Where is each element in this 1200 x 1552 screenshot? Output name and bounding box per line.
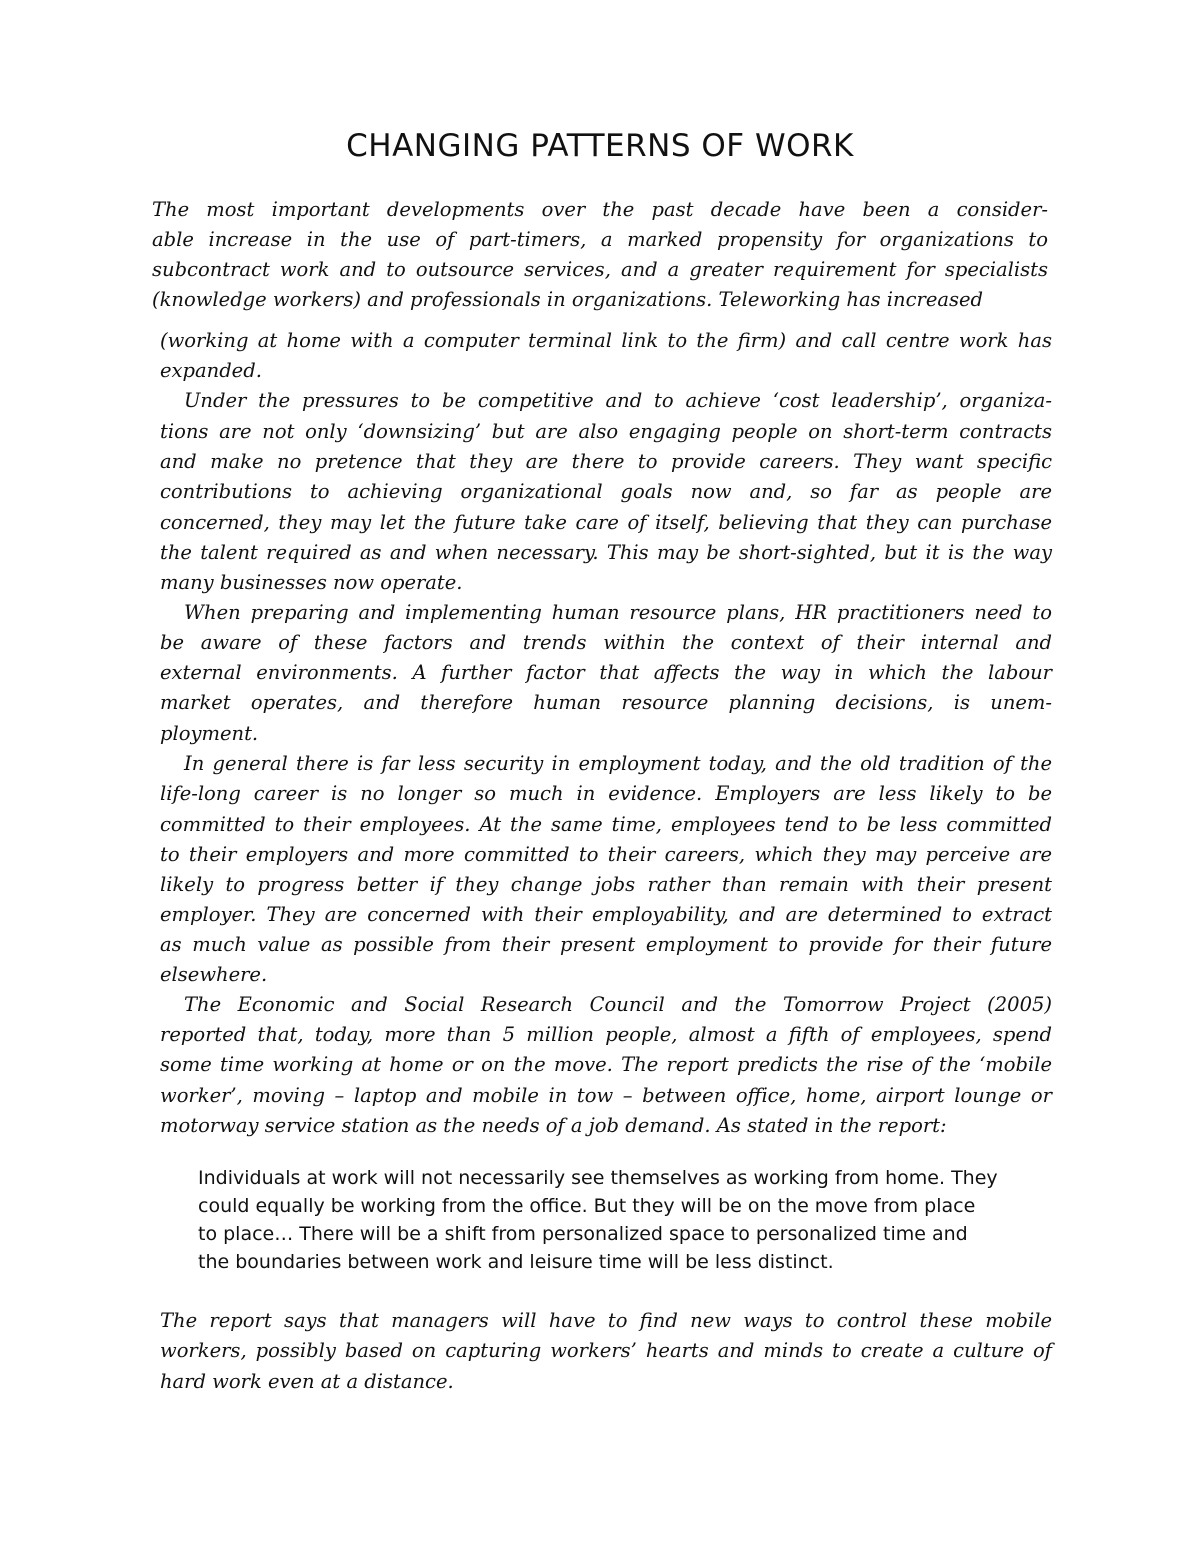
paragraph-2-line-5: concerned, they may let the future take care of itself, believing that they can purchase [160,511,1052,534]
quote-line-3: to place… There will be a shift from personalized space to personalized time and [198,1223,968,1245]
paragraph-2-line-3: and make no pretence that they are there to provide careers. They want specific [160,450,1052,473]
quote-line-4: the boundaries between work and leisure time will be less distinct. [198,1251,834,1273]
paragraph-6-line-3: hard work even at a distance. [160,1370,454,1393]
paragraph-5-line-3: some time working at home or on the move. The report predicts the rise of the ‘mobile [160,1053,1052,1076]
paragraph-4-line-6: employer. They are concerned with their employability, and are determined to extract [160,903,1052,926]
paragraph-3-line-3: external environments. A further factor that affects the way in which the labour [160,661,1052,684]
paragraph-4-line-5: likely to progress better if they change jobs rather than remain with their present [160,873,1052,896]
paragraph-1b-line-1: (working at home with a computer terminal link to the firm) and call centre work has [160,329,1052,352]
paragraph-4-line-3: committed to their employees. At the same time, employees tend to be less committed [160,813,1052,836]
paragraph-4-line-7: as much value as possible from their present employment to provide for their future [160,933,1052,956]
paragraph-1b-line-2: expanded. [160,359,262,382]
quote-line-1: Individuals at work will not necessarily see themselves as working from home. They [198,1167,998,1189]
paragraph-1-line-1: The most important developments over the past decade have been a consider- [152,198,1048,221]
paragraph-4-line-1: In general there is far less security in employment today, and the old tradition of the [184,752,1052,775]
paragraph-4-line-2: life-long career is no longer so much in evidence. Employers are less likely to be [160,782,1052,805]
paragraph-5-line-2: reported that, today, more than 5 million people, almost a fifth of employees, spend [160,1023,1052,1046]
paragraph-3-line-5: ployment. [160,722,259,745]
paragraph-2-line-7: many businesses now operate. [160,571,463,594]
paragraph-5-line-1: The Economic and Social Research Council and the Tomorrow Project (2005) [184,993,1052,1016]
quote-line-2: could equally be working from the office. But they will be on the move from place [198,1195,976,1217]
paragraph-4-line-4: to their employers and more committed to their careers, which they may perceive are [160,843,1052,866]
paragraph-6-line-2: workers, possibly based on capturing workers’ hearts and minds to create a culture of [160,1339,1052,1362]
paragraph-3-line-2: be aware of these factors and trends within the context of their internal and [160,631,1052,654]
paragraph-2-line-1: Under the pressures to be competitive and to achieve ‘cost leadership’, organiza- [184,389,1052,412]
paragraph-2-line-2: tions are not only ‘downsizing’ but are also engaging people on short-term contracts [160,420,1052,443]
paragraph-2-line-4: contributions to achieving organizational goals now and, so far as people are [160,480,1052,503]
paragraph-2-line-6: the talent required as and when necessary. This may be short-sighted, but it is the way [160,541,1052,564]
paragraph-1-line-3: subcontract work and to outsource services, and a greater requirement for specialists [152,258,1048,281]
paragraph-5-line-4: worker’, moving – laptop and mobile in tow – between office, home, airport lounge or [160,1084,1052,1107]
paragraph-1-line-4: (knowledge workers) and professionals in organizations. Teleworking has increased [152,288,984,311]
page-title: CHANGING PATTERNS OF WORK [346,128,854,164]
paragraph-3-line-1: When preparing and implementing human resource plans, HR practitioners need to [184,601,1052,624]
paragraph-3-line-4: market operates, and therefore human resource planning decisions, is unem- [160,691,1052,714]
paragraph-5-line-5: motorway service station as the needs of a job demand. As stated in the report: [160,1114,947,1137]
paragraph-1-line-2: able increase in the use of part-timers, a marked propensity for organizations to [152,228,1048,251]
paragraph-6-line-1: The report says that managers will have to find new ways to control these mobile [160,1309,1052,1332]
paragraph-4-line-8: elsewhere. [160,963,268,986]
